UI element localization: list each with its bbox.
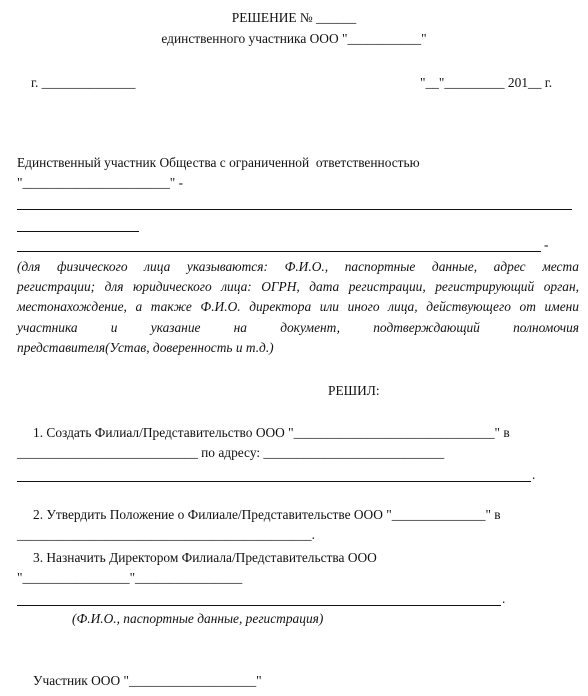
- city-field: г. ______________: [31, 75, 136, 90]
- company-name-field: "______________________" -: [17, 175, 184, 190]
- period-mark: .: [532, 467, 536, 482]
- intro-text: Единственный участник Общества с ограниченной ответственностью: [17, 155, 420, 170]
- note-line: участника и указание на документ, подтверждающий полномочия: [17, 320, 579, 335]
- blank-line: [17, 605, 501, 606]
- period-mark: .: [502, 591, 506, 606]
- blank-line: [17, 251, 541, 252]
- note-line: местонахождение, а также Ф.И.О. директора или иного лица, действующего от имени: [17, 299, 579, 314]
- signature-line: Участник ООО "___________________": [33, 673, 262, 688]
- item-3-director-field: "________________"________________: [17, 570, 243, 585]
- item-1: 1. Создать Филиал/Представительство ООО "______________________________" в: [33, 425, 510, 440]
- item-3: 3. Назначить Директором Филиала/Представительства ООО: [33, 550, 377, 565]
- document-subtitle: единственного участника ООО "___________": [161, 31, 427, 46]
- blank-line: [17, 231, 139, 232]
- item-2-line: ____________________________________________.: [17, 527, 315, 542]
- item-3-note: (Ф.И.О., паспортные данные, регистрация): [72, 611, 324, 626]
- note-last-line: представителя(Устав, доверенность и т.д.): [17, 340, 274, 355]
- blank-line: [17, 209, 572, 210]
- item-1-address: ___________________________ по адресу: ___________________________: [17, 445, 445, 460]
- item-2: 2. Утвердить Положение о Филиале/Представительстве ООО "______________" в: [33, 507, 501, 522]
- date-field: "__"_________ 201__ г.: [420, 75, 553, 90]
- note-line: регистрации; для юридического лица: ОГРН, дата регистрации, регистрирующий орган,: [17, 279, 579, 294]
- document-title: РЕШЕНИЕ № ______: [231, 10, 357, 25]
- blank-line: [17, 481, 531, 482]
- dash-mark: -: [544, 237, 549, 252]
- note-line: (для физического лица указываются: Ф.И.О., паспортные данные, адрес места: [17, 259, 579, 274]
- decided-heading: РЕШИЛ:: [328, 383, 380, 398]
